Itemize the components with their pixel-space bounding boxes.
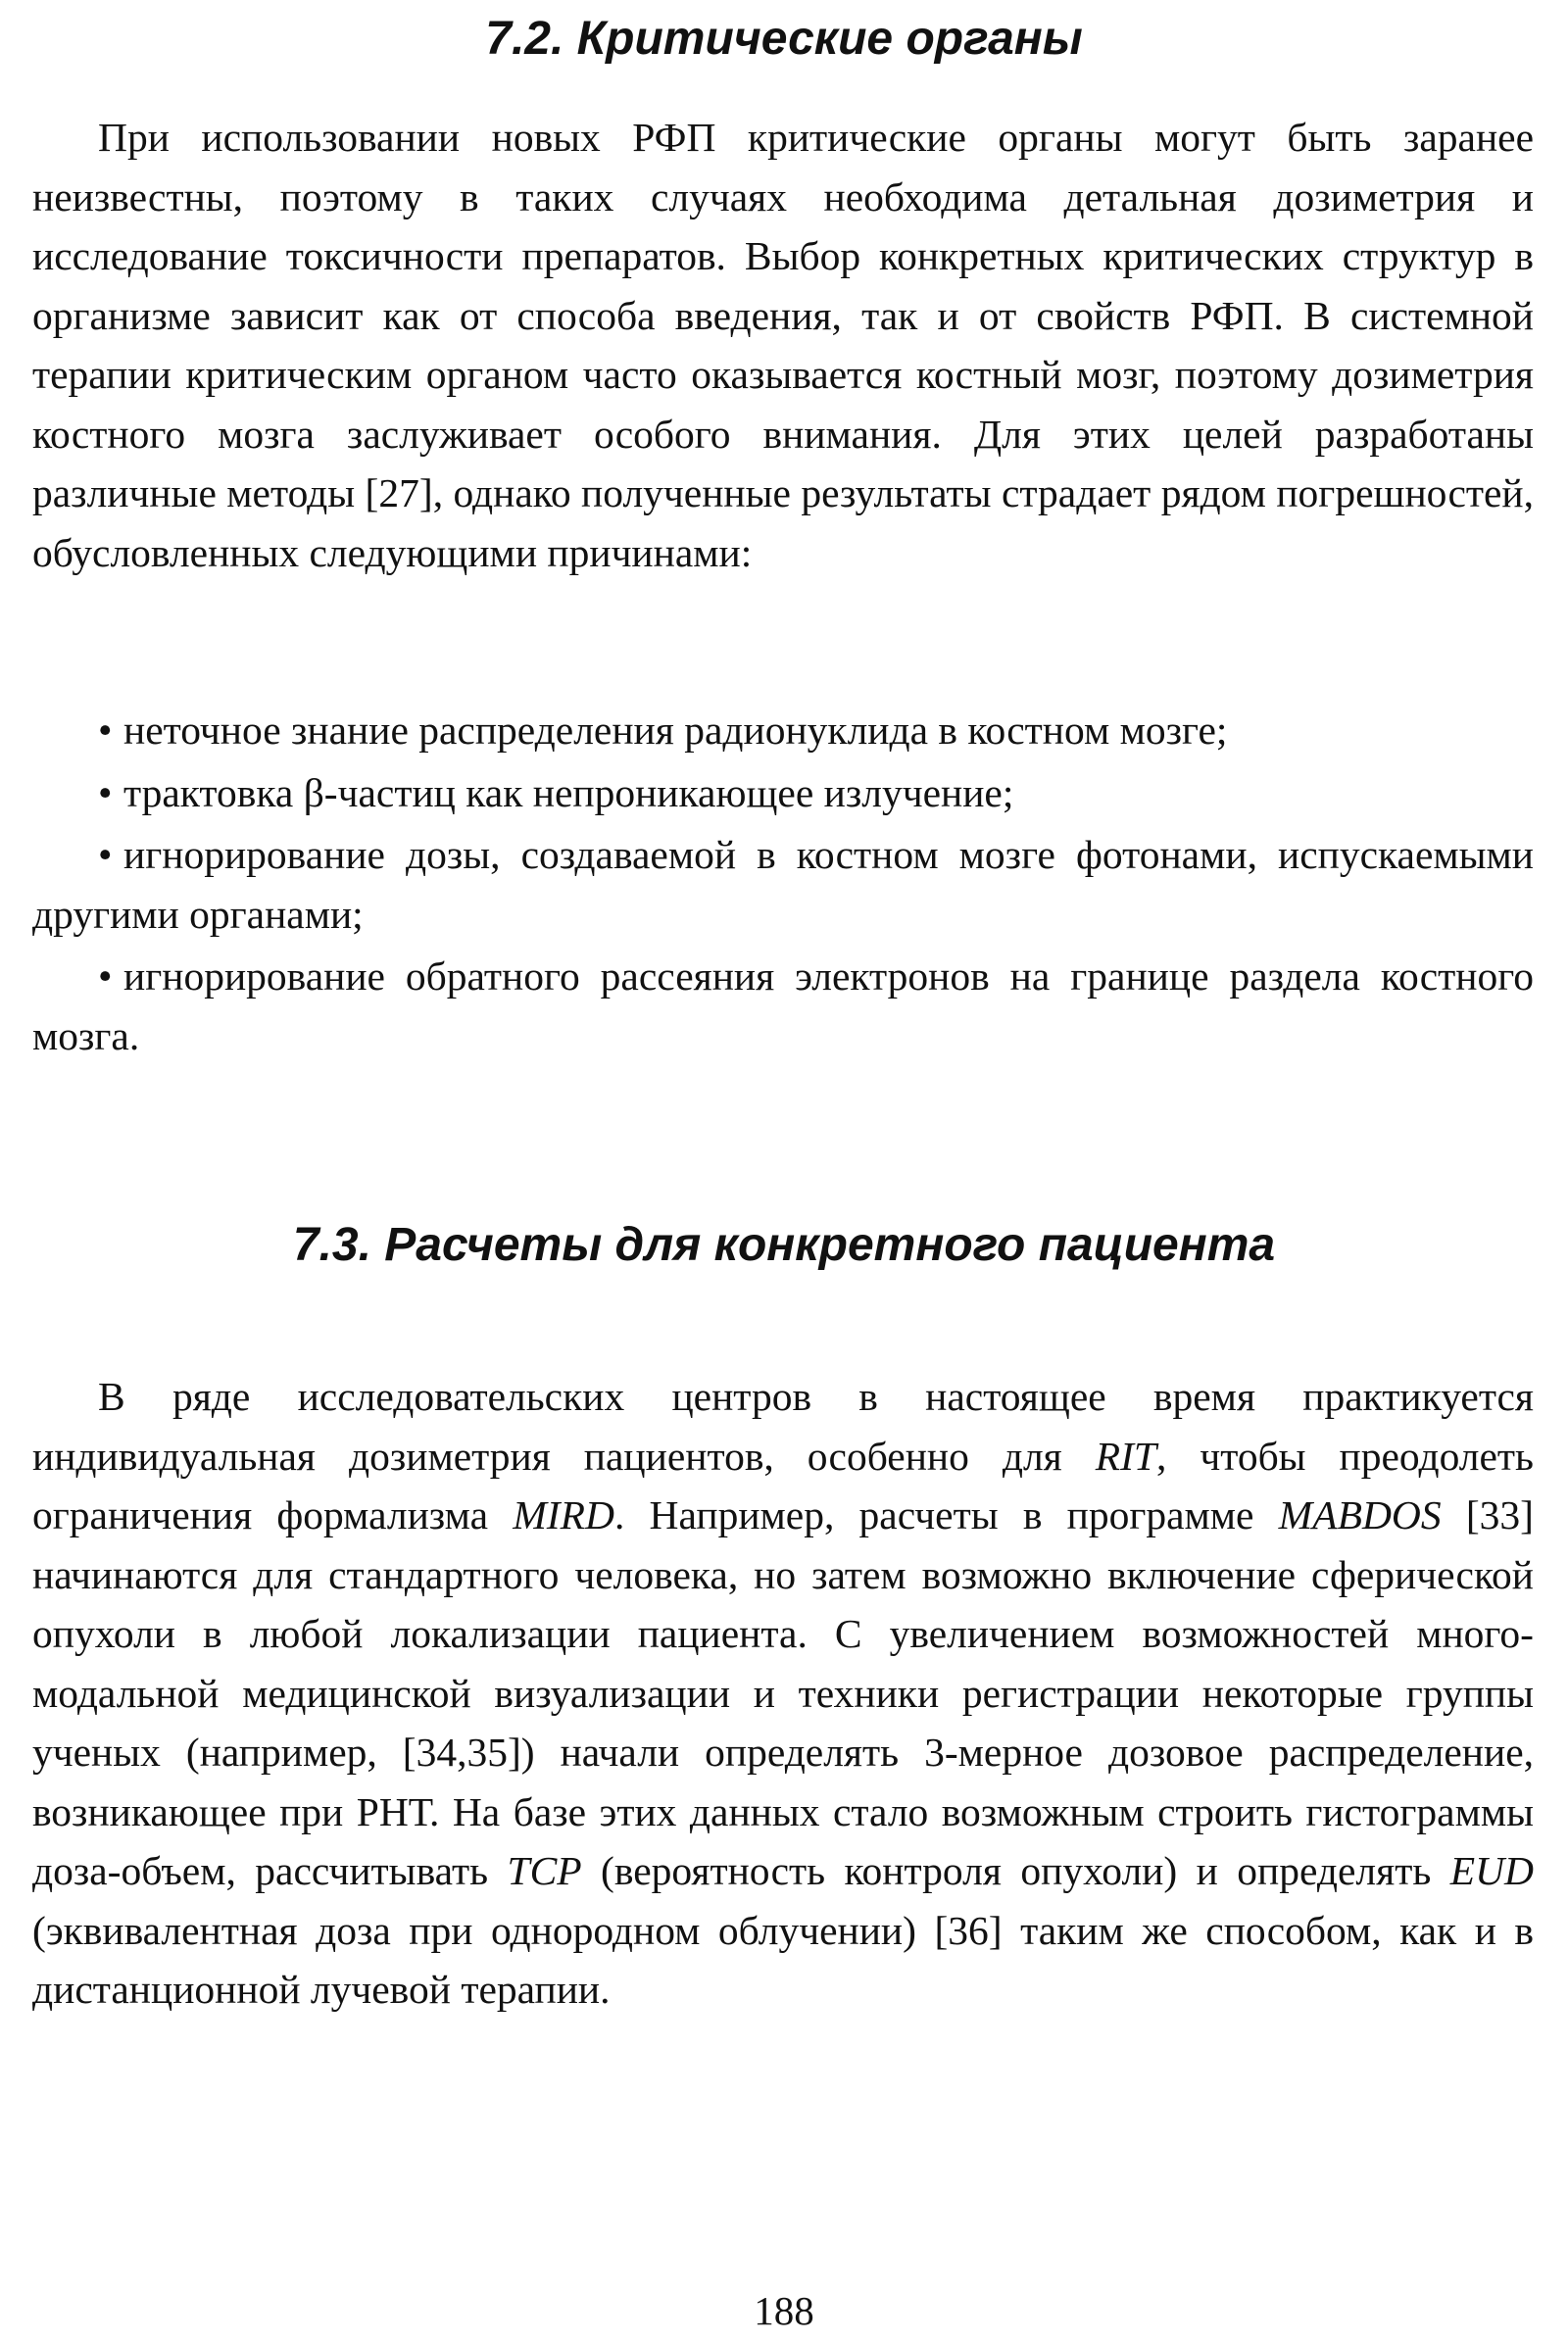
list-item-text: неточное знание распределения радионуклида в костном мозге; (123, 707, 1228, 753)
list-item-text: игнорирование обратного рассеяния электронов на границе раздела костного мозга. (32, 953, 1534, 1058)
list-item (32, 701, 1534, 760)
paragraph-text: В ряде исследовательских центров в настоящее время практикуется индивидуальная дозиметрия пациентов, особенно для (32, 1374, 1534, 1479)
paragraph-text: (эквивалентная доза при однородном облучении) [36] таким же способом, как и в дистанционной лучевой терапии. (32, 1907, 1534, 2012)
term-eud: EUD (1449, 1848, 1535, 1893)
page-number: 188 (754, 2288, 814, 2333)
term-tcp: TCP (507, 1848, 582, 1893)
section-heading-patient-calculations: 7.3. Расчеты для конкретного пациента (292, 1219, 1276, 1271)
bullet-icon: • (98, 832, 113, 877)
bullet-icon: • (98, 707, 113, 753)
bullet-list-error-causes (32, 701, 1534, 1068)
bullet-icon: • (98, 769, 113, 815)
paragraph-text: , чтобы преодолеть ограничения формализма (32, 1433, 1534, 1537)
paragraph-text: [33] начинаются для стандартного человека, но затем возможно включение сферической опухоли в любой локализации пациента. С увеличением возможностей многомодальной медицинской визуализации и техники регистрации некоторые группы ученых (например, [34,35]) начали определять 3-мерное дозовое распределение, возникающее при РНТ. На базе этих данных стало возможным строить гистограммы доза-объем, рассчитывать (32, 1492, 1534, 1893)
paragraph-critical-organs: При использовании новых РФП критические органы могут быть заранее неизвестны, поэтому в таких случаях необходима детальная дозиметрия и исследование токсичности препаратов. Выбор конкретных критических структур в организме зависит как от способа введения, так и от свойств РФП. В системной терапии критическим органом часто оказывается костный мозг, поэтому дозиметрия костного мозга заслуживает особого внимания. Для этих целей разработаны различные методы [27], однако полученные результаты страдает рядом погрешностей, обусловленных следующими причинами: (32, 115, 1534, 575)
section-heading-critical-organs: 7.2. Критические органы (485, 13, 1083, 65)
list-item-text: игнорирование дозы, создаваемой в костном мозге фотонами, испускаемыми другими органами; (32, 832, 1534, 937)
term-mird: MIRD (513, 1492, 614, 1537)
term-mabdos: MABDOS (1278, 1492, 1442, 1537)
paragraph-text: . Например, расчеты в программе (613, 1492, 1279, 1537)
paragraph-patient-calculations (32, 1367, 1534, 2020)
list-item (32, 825, 1534, 944)
term-rit: RIT (1095, 1433, 1156, 1479)
list-item-text: трактовка β-частиц как непроникающее излучение; (123, 769, 1014, 815)
paragraph-text: (вероятность контроля опухоли) и определять (581, 1848, 1450, 1893)
list-item (32, 947, 1534, 1065)
bullet-icon: • (98, 953, 113, 999)
list-item (32, 763, 1534, 823)
